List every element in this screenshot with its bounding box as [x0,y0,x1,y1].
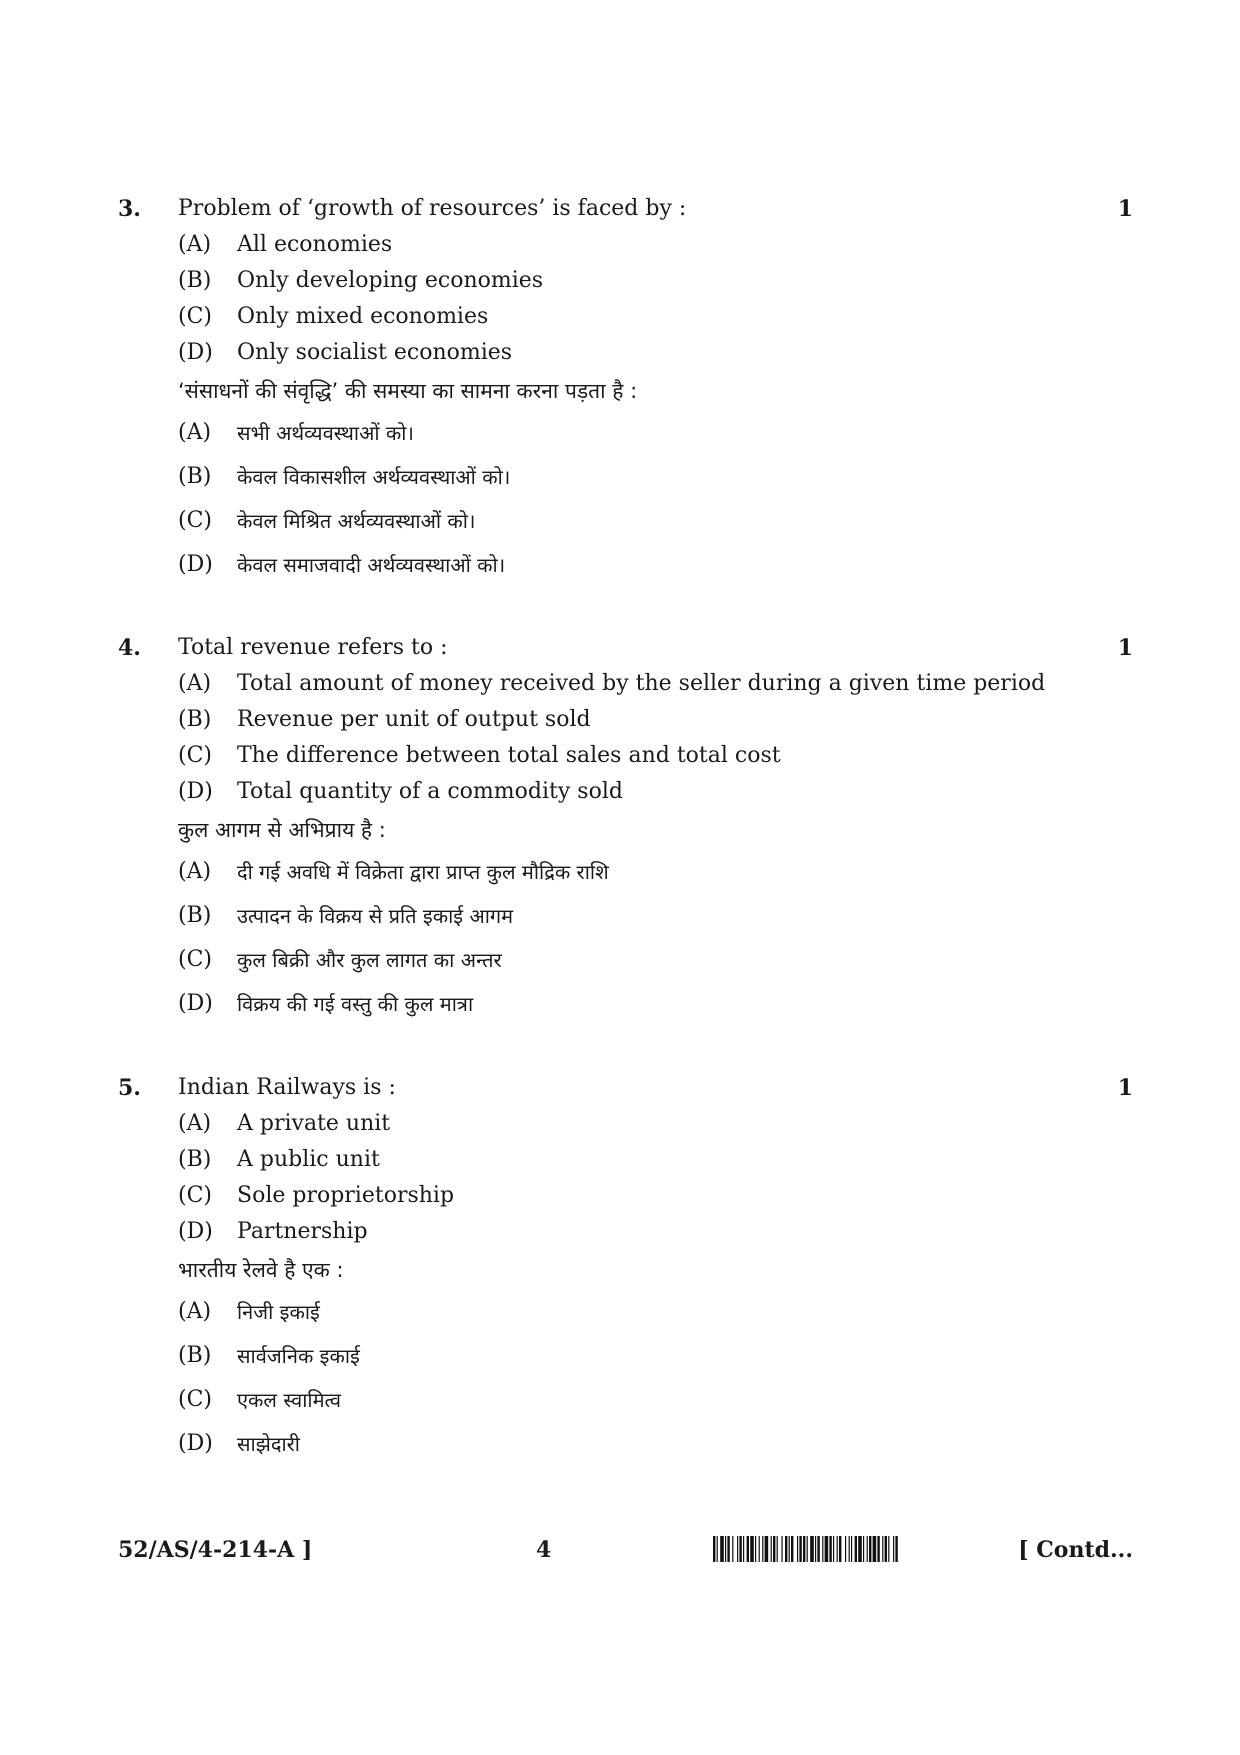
question-text-english: Problem of ‘growth of resources’ is faced by : [178,196,687,221]
option-hindi [118,938,1133,982]
question-5 [118,1070,1133,1466]
option-label: (D) [178,991,213,1016]
barcode-bar [737,1536,738,1562]
option-text: Sole proprietorship [237,1183,455,1208]
option-label: (B) [178,903,212,928]
option-text: All economies [237,232,393,257]
option-text: दी गई अवधि में विक्रेता द्वारा प्राप्त कुल मौद्रिक राशि [237,860,609,884]
option-label: (B) [178,707,212,732]
question-text-hindi-row [118,371,1133,411]
barcode-bar [888,1536,889,1562]
option-label: (C) [178,508,212,533]
option-label: (C) [178,947,212,972]
barcode-bar [777,1536,778,1562]
question-text-hindi-row [118,1250,1133,1290]
option-label: (B) [178,464,212,489]
option-text: Total quantity of a commodity sold [237,779,623,804]
barcode-bar [885,1536,887,1562]
option-hindi [118,894,1133,938]
option-english [118,1178,1133,1214]
page-footer [118,1532,1133,1568]
option-english [118,1142,1133,1178]
option-label: (B) [178,268,212,293]
option-english [118,666,1133,702]
option-label: (D) [178,779,213,804]
barcode-bar [863,1536,864,1562]
barcode-bar [789,1536,790,1562]
option-label: (B) [178,1343,212,1368]
option-text: Only socialist economies [237,340,513,365]
paper-code: 52/AS/4-214-A ] [118,1537,313,1563]
option-text: Only mixed economies [237,304,489,329]
question-text-english: Total revenue refers to : [178,635,448,660]
option-text: एकल स्वामित्व [237,1388,341,1412]
barcode-bar [822,1536,823,1562]
option-text: विक्रय की गई वस्तु की कुल मात्रा [237,992,474,1016]
barcode-bar [713,1536,715,1562]
barcode-bar [732,1536,733,1562]
option-english [118,227,1133,263]
question-marks: 1 [1117,196,1133,222]
barcode-bar [833,1536,834,1562]
barcode-bar [877,1536,879,1562]
option-text: A private unit [237,1111,391,1136]
option-hindi [118,499,1133,543]
question-marks: 1 [1117,635,1133,661]
option-text: The difference between total sales and total cost [237,743,781,768]
question-text-english: Indian Railways is : [178,1075,396,1100]
option-text: केवल मिश्रित अर्थव्यवस्थाओं को। [237,509,476,533]
barcode-bar [747,1536,749,1562]
option-label: (A) [178,420,212,445]
barcode-bar [893,1536,894,1562]
option-text: निजी इकाई [237,1300,320,1324]
option-english [118,774,1133,810]
barcode-bar [845,1536,846,1562]
barcode-bar [839,1536,841,1562]
barcode-bar [837,1536,838,1562]
option-text: साझेदारी [237,1432,300,1456]
option-label: (A) [178,671,212,696]
question-3 [118,191,1133,587]
question-4 [118,630,1133,1026]
option-label: (C) [178,304,212,329]
option-label: (C) [178,743,212,768]
question-marks: 1 [1117,1075,1133,1101]
option-english [118,299,1133,335]
barcode-bar [797,1536,798,1562]
option-label: (D) [178,340,213,365]
option-text: सभी अर्थव्यवस्थाओं को। [237,421,414,445]
option-hindi [118,543,1133,587]
barcode-bar [803,1536,805,1562]
option-text: Revenue per unit of output sold [237,707,591,732]
barcode-bar [873,1536,877,1562]
barcode-bar [869,1536,871,1562]
option-hindi [118,1422,1133,1466]
barcode-bar [765,1536,769,1562]
question-header [118,630,1133,666]
barcode-bar [815,1536,816,1562]
barcode-bar [781,1536,782,1562]
option-label: (C) [178,1387,212,1412]
option-hindi [118,1290,1133,1334]
barcode-bar [849,1536,850,1562]
question-header [118,1070,1133,1106]
option-hindi [118,455,1133,499]
option-hindi [118,1334,1133,1378]
barcode-bar [882,1536,883,1562]
option-english [118,263,1133,299]
barcode-bar [717,1536,718,1562]
barcode-bar [727,1536,729,1562]
option-label: (D) [178,1219,213,1244]
option-english [118,702,1133,738]
barcode-bar [851,1536,852,1562]
option-hindi [118,411,1133,455]
barcode-bar [810,1536,814,1562]
barcode-bar [858,1536,862,1562]
option-label: (A) [178,232,212,257]
option-label: (C) [178,1183,212,1208]
barcode-bar [739,1536,741,1562]
option-text: Only developing economies [237,268,544,293]
option-hindi [118,850,1133,894]
barcode-bar [829,1536,831,1562]
barcode-bar [759,1536,760,1562]
option-text: Partnership [237,1219,368,1244]
barcode [713,1536,1013,1562]
barcode-bar [799,1536,801,1562]
barcode-bar [750,1536,754,1562]
option-text: सार्वजनिक इकाई [237,1344,360,1368]
question-number: 4. [118,635,141,661]
option-label: (B) [178,1147,212,1172]
barcode-bar [791,1536,793,1562]
option-english [118,1106,1133,1142]
barcode-bar [755,1536,756,1562]
barcode-bar [743,1536,744,1562]
question-text-hindi: भारतीय रेलवे है एक : [178,1258,344,1282]
option-text: केवल समाजवादी अर्थव्यवस्थाओं को। [237,553,506,577]
option-english [118,1214,1133,1250]
option-text: कुल बिक्री और कुल लागत का अन्तर [237,948,502,972]
barcode-bar [773,1536,775,1562]
barcode-bar [720,1536,724,1562]
question-text-hindi-row [118,810,1133,850]
barcode-bar [771,1536,772,1562]
continued-label: [ Contd... [1018,1537,1133,1563]
question-number: 3. [118,196,141,222]
option-english [118,738,1133,774]
question-header [118,191,1133,227]
option-text: Total amount of money received by the seller during a given time period [237,671,1046,696]
option-label: (A) [178,1111,212,1136]
option-label: (D) [178,1431,213,1456]
barcode-bar [855,1536,857,1562]
barcode-bar [825,1536,829,1562]
barcode-bar [785,1536,787,1562]
barcode-bar [895,1536,897,1562]
option-label: (D) [178,552,213,577]
option-label: (A) [178,859,212,884]
option-text: उत्पादन के विक्रय से प्रति इकाई आगम [237,904,514,928]
option-hindi [118,982,1133,1026]
question-text-hindi: कुल आगम से अभिप्राय है : [178,818,386,842]
option-label: (A) [178,1299,212,1324]
barcode-bar [867,1536,868,1562]
barcode-bar [807,1536,808,1562]
question-number: 5. [118,1075,141,1101]
option-text: A public unit [237,1147,380,1172]
option-text: केवल विकासशील अर्थव्यवस्थाओं को। [237,465,511,489]
option-hindi [118,1378,1133,1422]
option-english [118,335,1133,371]
page-number: 4 [536,1537,552,1563]
barcode-bar [725,1536,726,1562]
barcode-bar [762,1536,763,1562]
question-text-hindi: ‘संसाधनों की संवृद्धि’ की समस्या का सामना करना पड़ता है : [178,379,638,403]
barcode-bar [817,1536,819,1562]
